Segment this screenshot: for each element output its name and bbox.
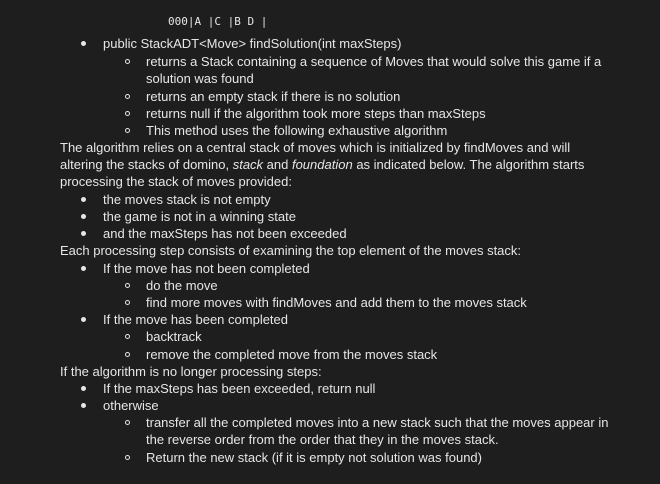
completed-action: backtrack: [146, 329, 202, 344]
method-detail: returns a Stack containing a sequence of Moves that would solve this game if a: [146, 54, 602, 69]
bullet-icon: [81, 41, 86, 46]
circle-bullet-icon: [125, 455, 130, 460]
circle-bullet-icon: [125, 94, 130, 99]
not-completed-action: find more moves with findMoves and add them to the moves stack: [146, 295, 527, 310]
circle-bullet-icon: [125, 352, 130, 357]
exceeded-case: If the maxSteps has been exceeded, return null: [103, 381, 376, 396]
completed-label: If the move has been completed: [103, 312, 289, 327]
otherwise-case: otherwise: [103, 398, 159, 413]
not-completed-label: If the move has not been completed: [103, 261, 310, 276]
circle-bullet-icon: [125, 334, 130, 339]
bullet-icon: [81, 403, 86, 408]
intro-line: The algorithm relies on a central stack of moves which is initialized by findMoves and will: [60, 140, 571, 155]
bullet-icon: [81, 197, 86, 202]
method-detail: This method uses the following exhaustive algorithm: [146, 123, 448, 138]
otherwise-action: Return the new stack (if it is empty not solution was found): [146, 450, 482, 465]
not-completed-action: do the move: [146, 278, 218, 293]
circle-bullet-icon: [125, 111, 130, 116]
circle-bullet-icon: [125, 300, 130, 305]
otherwise-action: transfer all the completed moves into a new stack such that the moves appear in: [146, 415, 609, 430]
step-heading: Each processing step consists of examining the top element of the moves stack:: [60, 243, 522, 258]
condition-item: and the maxSteps has not been exceeded: [103, 226, 347, 241]
bullet-icon: [81, 266, 86, 271]
circle-bullet-icon: [125, 59, 130, 64]
circle-bullet-icon: [125, 420, 130, 425]
bullet-icon: [81, 386, 86, 391]
circle-bullet-icon: [125, 128, 130, 133]
method-detail: returns null if the algorithm took more steps than maxSteps: [146, 106, 486, 121]
circle-bullet-icon: [125, 283, 130, 288]
method-detail: solution was found: [146, 71, 254, 86]
otherwise-action: the reverse order from the order that they in the moves stack.: [146, 432, 499, 447]
condition-item: the moves stack is not empty: [103, 192, 271, 207]
intro-line: processing the stack of moves provided:: [60, 174, 292, 189]
code-fragment: 000|A |C |B D |: [168, 15, 268, 28]
intro-line: altering the stacks of domino, stack and foundation as indicated below. The algorithm starts: [60, 157, 585, 172]
bullet-icon: [81, 214, 86, 219]
condition-item: the game is not in a winning state: [103, 209, 296, 224]
end-heading: If the algorithm is no longer processing steps:: [60, 364, 322, 379]
completed-action: remove the completed move from the moves stack: [146, 347, 438, 362]
method-signature: public StackADT<Move> findSolution(int maxSteps): [103, 36, 402, 51]
method-detail: returns an empty stack if there is no solution: [146, 89, 401, 104]
bullet-icon: [81, 231, 86, 236]
bullet-icon: [81, 317, 86, 322]
